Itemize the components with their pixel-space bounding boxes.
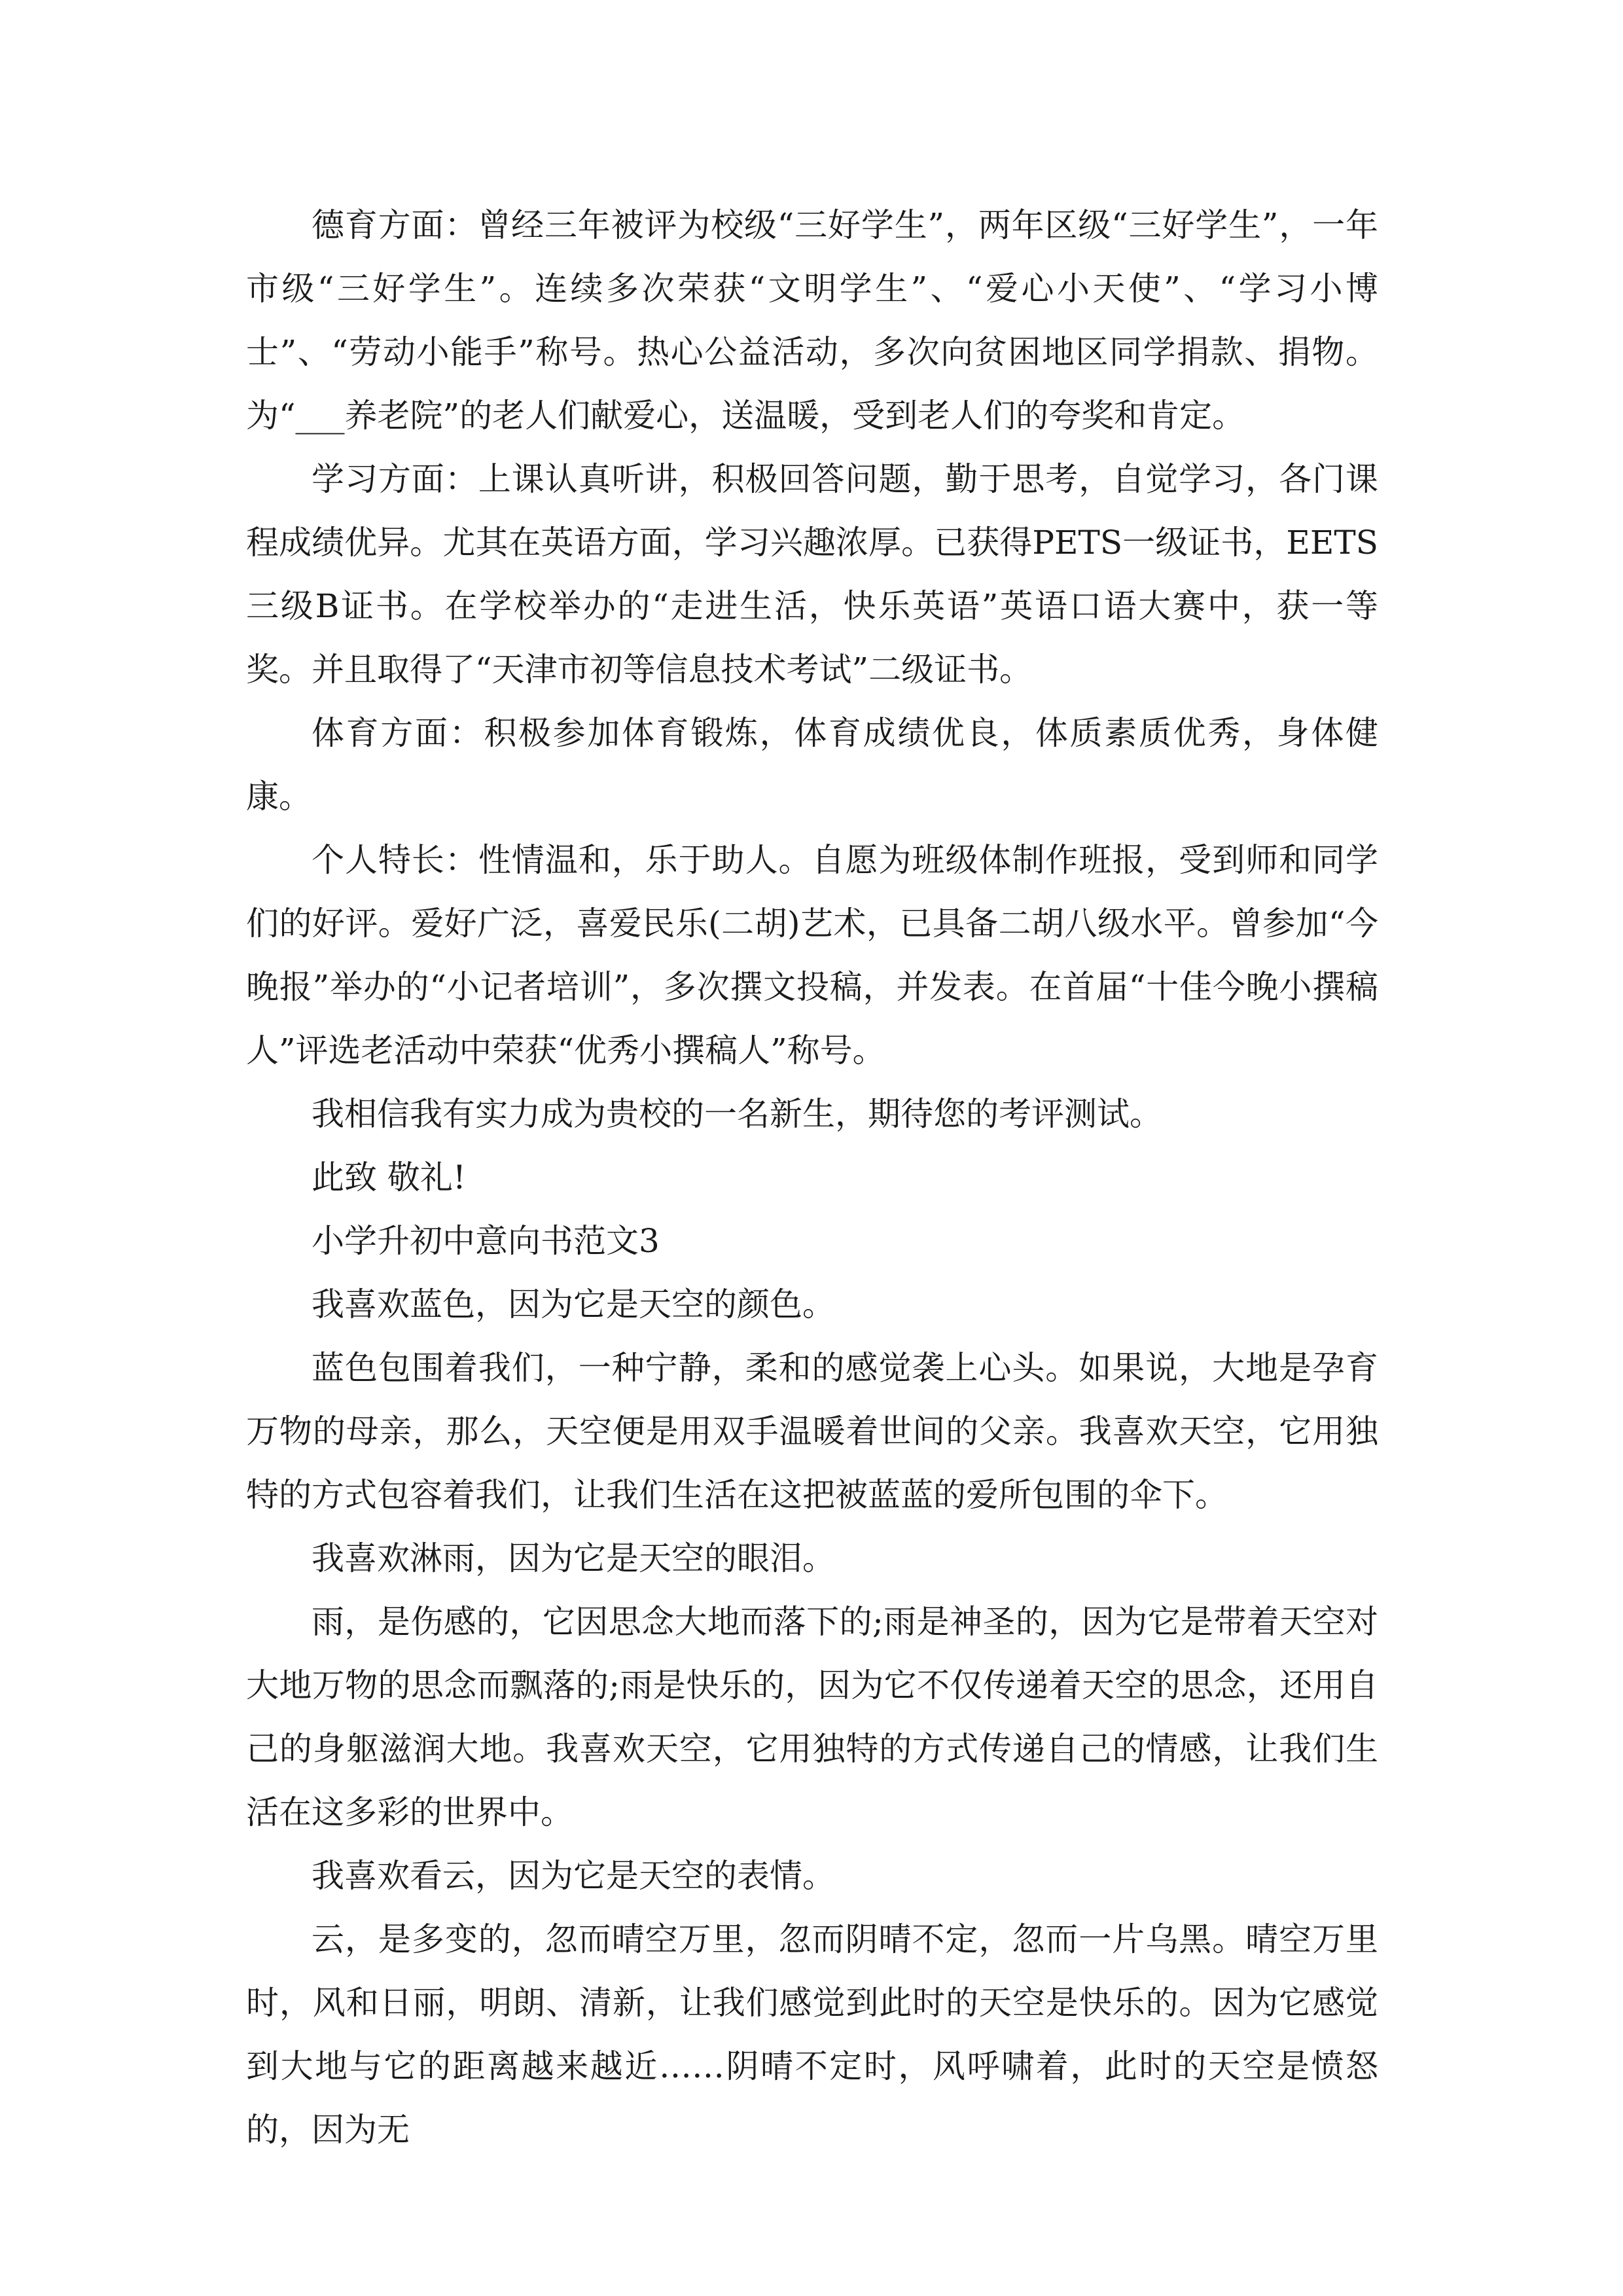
paragraph-clouds-detail: 云，是多变的，忽而晴空万里，忽而阴晴不定，忽而一片乌黑。晴空万里时，风和日丽，明朗、清新，让我们感觉到此时的天空是快乐的。因为它感觉到大地与它的距离越来越近……阴晴不定时，风呼啸着，此时的天空是愤怒的，因为无 — [246, 1920, 1378, 2149]
paragraph-personal-strengths: 个人特长：性情温和，乐于助人。自愿为班级体制作班报，受到师和同学们的好评。爱好广泛，喜爱民乐(二胡)艺术，已具备二胡八级水平。曾参加“今晚报”举办的“小记者培训”，多次撰文投稿，并发表。在首届“十佳今晚小撰稿人”评选老活动中荣获“优秀小撰稿人”称号。 — [246, 841, 1378, 1069]
paragraph-rain: 我喜欢淋雨，因为它是天空的眼泪。 — [312, 1539, 835, 1577]
paragraph-blue: 我喜欢蓝色，因为它是天空的颜色。 — [312, 1285, 835, 1323]
paragraph-confidence: 我相信我有实力成为贵校的一名新生，期待您的考评测试。 — [312, 1095, 1162, 1133]
paragraph-closing-salutation: 此致 敬礼! — [312, 1158, 466, 1196]
section-heading: 小学升初中意向书范文3 — [312, 1222, 660, 1260]
paragraph-sports: 体育方面：积极参加体育锻炼，体育成绩优良，体质素质优秀，身体健康。 — [246, 714, 1378, 816]
paragraph-study: 学习方面：上课认真听讲，积极回答问题，勤于思考，自觉学习，各门课程成绩优异。尤其在英语方面，学习兴趣浓厚。已获得PETS一级证书，EETS三级B证书。在学校举办的“走进生活，快乐英语”英语口语大赛中，获一等奖。并且取得了“天津市初等信息技术考试”二级证书。 — [246, 460, 1378, 689]
document-body — [246, 194, 1378, 2162]
paragraph-clouds: 我喜欢看云，因为它是天空的表情。 — [312, 1857, 835, 1895]
paragraph-rain-detail: 雨，是伤感的，它因思念大地而落下的;雨是神圣的，因为它是带着天空对大地万物的思念而飘落的;雨是快乐的，因为它不仅传递着天空的思念，还用自己的身躯滋润大地。我喜欢天空，它用独特的方式传递自己的情感，让我们生活在这多彩的世界中。 — [246, 1603, 1378, 1831]
paragraph-blue-detail: 蓝色包围着我们，一种宁静，柔和的感觉袭上心头。如果说，大地是孕育万物的母亲，那么，天空便是用双手温暖着世间的父亲。我喜欢天空，它用独特的方式包容着我们，让我们生活在这把被蓝蓝的爱所包围的伞下。 — [246, 1349, 1378, 1514]
paragraph-moral-education: 德育方面：曾经三年被评为校级“三好学生”，两年区级“三好学生”，一年市级“三好学生”。连续多次荣获“文明学生”、“爱心小天使”、“学习小博士”、“劳动小能手”称号。热心公益活动，多次向贫困地区同学捐款、捐物。为“___养老院”的老人们献爱心，送温暖，受到老人们的夸奖和肯定。 — [246, 206, 1378, 435]
